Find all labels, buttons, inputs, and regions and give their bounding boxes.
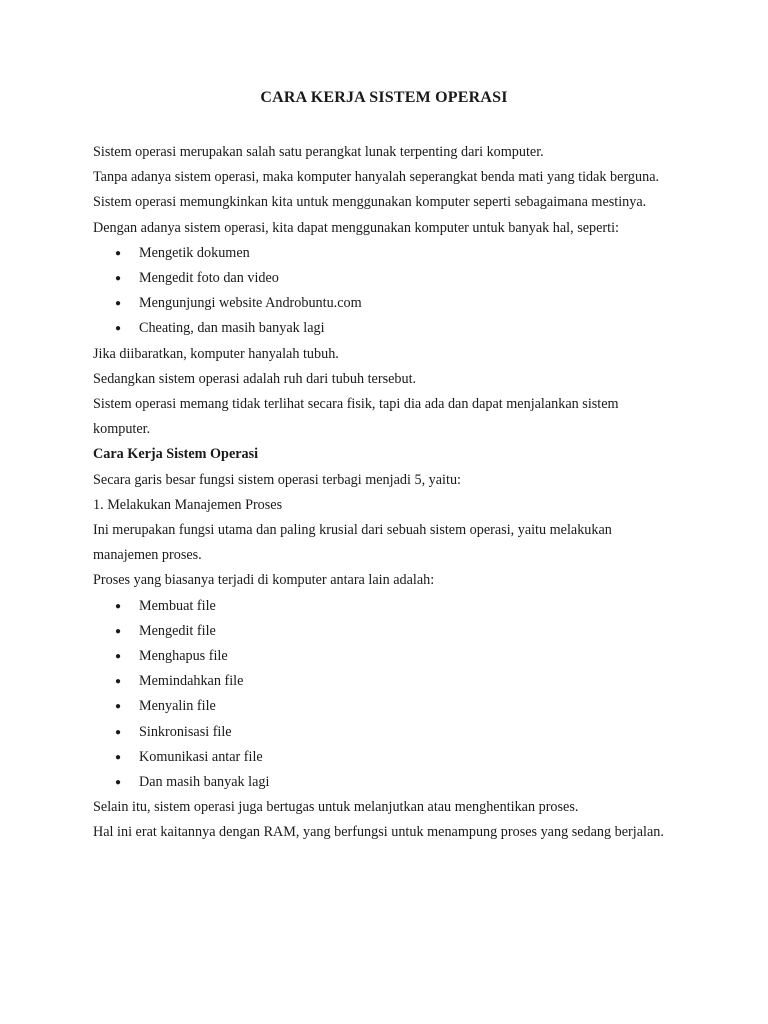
list-item-text: Dan masih banyak lagi [139, 774, 270, 791]
section-heading: Cara Kerja Sistem Operasi [93, 446, 259, 463]
document-body [93, 140, 673, 846]
paragraph: Secara garis besar fungsi sistem operasi terbagi menjadi 5, yaitu: [93, 471, 461, 488]
list-item [93, 770, 673, 795]
paragraph: Jika diibaratkan, komputer hanyalah tubuh. [93, 345, 339, 362]
bullet-icon: ● [115, 273, 122, 285]
paragraph: Sistem operasi memungkinkan kita untuk menggunakan komputer seperti sebagaimana mestinya. [93, 194, 647, 211]
bullet-list-processes [93, 594, 673, 796]
paragraph: Ini merupakan fungsi utama dan paling krusial dari sebuah sistem operasi, yaitu melakukan manajemen proses. [93, 522, 612, 564]
paragraph: Dengan adanya sistem operasi, kita dapat menggunakan komputer untuk banyak hal, seperti: [93, 219, 619, 236]
list-item [93, 619, 673, 644]
bullet-icon: ● [115, 726, 122, 738]
bullet-list-uses [93, 241, 673, 342]
list-item-text: Sinkronisasi file [139, 723, 232, 740]
list-item [93, 316, 673, 341]
document-title: CARA KERJA SISTEM OPERASI [260, 89, 508, 106]
bullet-icon: ● [115, 777, 122, 789]
list-item-text: Menghapus file [139, 648, 228, 665]
list-item [93, 694, 673, 719]
list-item [93, 594, 673, 619]
list-item-text: Mengedit foto dan video [139, 270, 279, 287]
bullet-icon: ● [115, 676, 122, 688]
bullet-icon: ● [115, 600, 122, 612]
list-item [93, 720, 673, 745]
list-item-text: Memindahkan file [139, 673, 244, 690]
paragraph: Sistem operasi merupakan salah satu perangkat lunak terpenting dari komputer. [93, 144, 544, 160]
paragraph: Hal ini erat kaitannya dengan RAM, yang berfungsi untuk menampung proses yang sedang berjalan. [93, 824, 664, 841]
list-item-text: Menyalin file [139, 698, 216, 715]
bullet-icon: ● [115, 247, 122, 259]
paragraph: Sedangkan sistem operasi adalah ruh dari tubuh tersebut. [93, 370, 417, 387]
bullet-icon: ● [115, 625, 122, 637]
paragraph: Sistem operasi memang tidak terlihat secara fisik, tapi dia ada dan dapat menjalankan sistem komputer. [93, 396, 619, 438]
list-item [93, 241, 673, 266]
list-item [93, 669, 673, 694]
paragraph: Proses yang biasanya terjadi di komputer antara lain adalah: [93, 572, 435, 589]
list-item [93, 291, 673, 316]
list-item-text: Cheating, dan masih banyak lagi [139, 320, 325, 337]
bullet-icon: ● [115, 298, 122, 310]
bullet-icon: ● [115, 701, 122, 713]
list-item-text: Mengunjungi website Androbuntu.com [139, 295, 362, 312]
bullet-icon: ● [115, 323, 122, 335]
paragraph: Selain itu, sistem operasi juga bertugas untuk melanjutkan atau menghentikan proses. [93, 799, 579, 816]
list-item-text: Membuat file [139, 597, 216, 614]
numbered-subheading: 1. Melakukan Manajemen Proses [93, 496, 283, 513]
list-item-text: Komunikasi antar file [139, 748, 263, 765]
list-item [93, 266, 673, 291]
list-item-text: Mengetik dokumen [139, 244, 250, 261]
list-item-text: Mengedit file [139, 622, 216, 639]
list-item [93, 745, 673, 770]
bullet-icon: ● [115, 651, 122, 663]
list-item [93, 644, 673, 669]
paragraph: Tanpa adanya sistem operasi, maka komputer hanyalah seperangkat benda mati yang tidak berguna. [93, 169, 660, 186]
bullet-icon: ● [115, 751, 122, 763]
